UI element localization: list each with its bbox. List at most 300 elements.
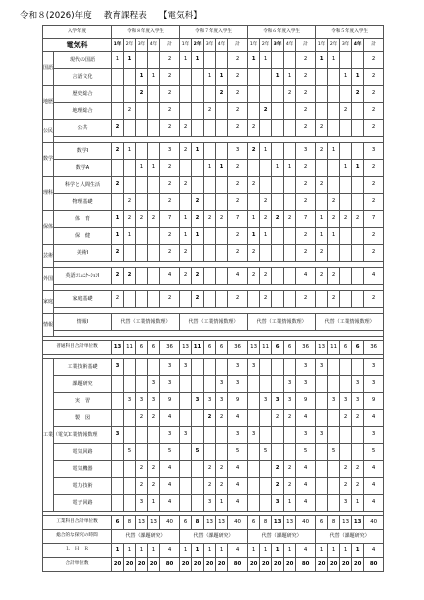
credit-cell — [136, 103, 148, 120]
credit-cell: 1 — [328, 52, 340, 69]
credit-cell: 2 — [160, 103, 180, 120]
substitution-note: 代替（課題研究） — [112, 530, 180, 544]
credit-cell: 3 — [352, 393, 364, 410]
credit-cell — [136, 268, 148, 285]
credit-cell: 3 — [340, 393, 352, 410]
credit-cell — [204, 194, 216, 211]
credit-cell: 20 — [340, 558, 352, 572]
credit-cell: 2 — [180, 143, 192, 160]
credit-cell — [180, 393, 192, 410]
credit-cell — [216, 177, 228, 194]
credit-cell: 3 — [228, 376, 248, 393]
credit-cell: 3 — [316, 359, 328, 376]
credit-cell: 1 — [124, 143, 136, 160]
industry-subtotal-label: 工業科目合計単位数 — [43, 516, 112, 530]
credit-cell — [328, 160, 340, 177]
credit-cell: 2 — [260, 268, 272, 285]
subject-name: 数学A — [54, 160, 112, 177]
credit-cell: 3 — [148, 376, 160, 393]
credit-cell — [148, 120, 160, 137]
credit-cell: 13 — [136, 516, 148, 530]
credit-cell: 2 — [328, 291, 340, 308]
credit-cell: 2 — [340, 103, 352, 120]
credit-cell — [352, 228, 364, 245]
credit-cell — [352, 177, 364, 194]
credit-cell — [272, 52, 284, 69]
credit-cell: 2 — [364, 291, 384, 308]
credit-cell — [112, 478, 124, 495]
credit-cell — [124, 120, 136, 137]
credit-cell: 20 — [148, 558, 160, 572]
credit-cell — [124, 461, 136, 478]
credit-cell — [136, 177, 148, 194]
credit-cell: 1 — [316, 52, 328, 69]
credit-cell: 3 — [296, 376, 316, 393]
credit-cell: 8 — [328, 516, 340, 530]
credit-cell — [148, 427, 160, 444]
credit-cell: 9 — [228, 393, 248, 410]
credit-cell: 5 — [124, 444, 136, 461]
credit-cell: 2 — [352, 86, 364, 103]
credit-cell — [248, 393, 260, 410]
credit-cell: 2 — [248, 143, 260, 160]
credit-cell: 2 — [296, 291, 316, 308]
credit-cell — [216, 245, 228, 262]
credit-cell: 4 — [364, 410, 384, 427]
credit-cell — [148, 291, 160, 308]
credit-cell — [340, 194, 352, 211]
credit-cell — [148, 228, 160, 245]
credit-cell: 80 — [228, 558, 248, 572]
credit-cell — [204, 427, 216, 444]
subject-category: 国語 — [43, 52, 54, 86]
substitution-note: 代替（工業情報数理） — [180, 314, 248, 331]
credit-cell: 2 — [296, 245, 316, 262]
credit-cell — [124, 359, 136, 376]
credit-cell: 3 — [328, 393, 340, 410]
credit-cell: 1 — [272, 69, 284, 86]
credit-cell — [192, 177, 204, 194]
credit-cell — [204, 52, 216, 69]
credit-cell: 2 — [160, 194, 180, 211]
credit-cell: 40 — [296, 516, 316, 530]
credit-cell: 2 — [216, 478, 228, 495]
credit-cell: 5 — [228, 444, 248, 461]
credit-cell: 1 — [180, 228, 192, 245]
credit-cell: 3 — [364, 427, 384, 444]
credit-cell — [316, 86, 328, 103]
credit-cell — [216, 143, 228, 160]
credit-cell: 3 — [248, 427, 260, 444]
credit-cell — [112, 376, 124, 393]
credit-cell — [328, 427, 340, 444]
subject-category: 保体 — [43, 211, 54, 245]
credit-cell — [272, 291, 284, 308]
year-header: 1年 — [112, 39, 124, 52]
credit-cell: 1 — [328, 143, 340, 160]
credit-cell: 1 — [112, 228, 124, 245]
credit-cell — [272, 194, 284, 211]
credit-cell: 2 — [316, 268, 328, 285]
credit-cell: 3 — [180, 427, 192, 444]
credit-cell: 2 — [340, 410, 352, 427]
credit-cell: 3 — [160, 359, 180, 376]
credit-cell: 1 — [148, 544, 160, 558]
credit-cell — [124, 160, 136, 177]
year-header: 3年 — [204, 39, 216, 52]
credit-cell: 2 — [160, 228, 180, 245]
credit-cell — [284, 143, 296, 160]
credit-cell: 1 — [148, 69, 160, 86]
credit-cell — [340, 143, 352, 160]
credit-cell — [352, 427, 364, 444]
credit-cell: 1 — [352, 544, 364, 558]
credit-cell: 3 — [216, 393, 228, 410]
credit-cell: 1 — [316, 544, 328, 558]
subject-name: 歴史総合 — [54, 86, 112, 103]
credit-cell: 4 — [296, 461, 316, 478]
credit-cell — [192, 69, 204, 86]
credit-cell: 1 — [272, 160, 284, 177]
credit-cell — [148, 359, 160, 376]
credit-cell: 13 — [340, 516, 352, 530]
subject-name: 実 習 — [54, 393, 112, 410]
credit-cell — [316, 69, 328, 86]
credit-cell — [328, 103, 340, 120]
credit-cell: 2 — [296, 69, 316, 86]
substitution-note: 代替（課題研究） — [180, 530, 248, 544]
credit-cell: 4 — [160, 268, 180, 285]
credit-cell: 2 — [316, 245, 328, 262]
credit-cell: 2 — [284, 86, 296, 103]
credit-cell: 13 — [248, 341, 260, 355]
credit-cell: 1 — [124, 544, 136, 558]
credit-cell: 13 — [180, 341, 192, 355]
credit-cell: 3 — [136, 495, 148, 512]
credit-cell — [112, 86, 124, 103]
credit-cell — [192, 245, 204, 262]
credit-cell: 2 — [284, 211, 296, 228]
credit-cell — [316, 291, 328, 308]
credit-cell: 3 — [284, 376, 296, 393]
credit-cell: 5 — [296, 444, 316, 461]
credit-cell: 13 — [216, 516, 228, 530]
credit-cell: 1 — [148, 495, 160, 512]
credit-cell: 5 — [192, 444, 204, 461]
credit-cell: 4 — [228, 410, 248, 427]
credit-cell — [180, 444, 192, 461]
credit-cell — [328, 461, 340, 478]
credit-cell: 36 — [160, 341, 180, 355]
credit-cell — [340, 291, 352, 308]
credit-cell: 2 — [364, 228, 384, 245]
credit-cell: 1 — [136, 69, 148, 86]
credit-cell: 3 — [248, 359, 260, 376]
credit-cell: 4 — [228, 268, 248, 285]
credit-cell — [136, 228, 148, 245]
credit-cell: 40 — [364, 516, 384, 530]
year-header: 4年 — [148, 39, 160, 52]
credit-cell: 9 — [296, 393, 316, 410]
credit-cell — [260, 177, 272, 194]
subject-name: 言語文化 — [54, 69, 112, 86]
credit-cell: 2 — [248, 268, 260, 285]
credit-cell — [352, 268, 364, 285]
credit-cell — [316, 461, 328, 478]
credit-cell — [216, 359, 228, 376]
credit-cell: 1 — [260, 228, 272, 245]
credit-cell — [148, 194, 160, 211]
credit-cell: 3 — [364, 359, 384, 376]
credit-cell — [180, 495, 192, 512]
credit-cell: 2 — [228, 86, 248, 103]
credit-cell: 40 — [160, 516, 180, 530]
credit-cell: 2 — [228, 103, 248, 120]
credit-cell — [248, 194, 260, 211]
credit-cell: 1 — [192, 52, 204, 69]
substitution-note: 代替（工業情報数理） — [112, 314, 180, 331]
credit-cell: 2 — [124, 211, 136, 228]
year-header: 計 — [160, 39, 180, 52]
credit-cell: 20 — [272, 558, 284, 572]
year-header: 4年 — [352, 39, 364, 52]
credit-cell: 2 — [148, 211, 160, 228]
credit-cell — [136, 120, 148, 137]
credit-cell — [272, 376, 284, 393]
subject-category: 家庭 — [43, 291, 54, 314]
credit-cell — [136, 427, 148, 444]
credit-cell: 1 — [216, 495, 228, 512]
credit-cell: 36 — [228, 341, 248, 355]
credit-cell — [316, 160, 328, 177]
credit-cell — [204, 86, 216, 103]
credit-cell — [284, 444, 296, 461]
credit-cell: 1 — [284, 544, 296, 558]
credit-cell: 2 — [296, 194, 316, 211]
credit-cell — [340, 376, 352, 393]
subject-name: 現代の国語 — [54, 52, 112, 69]
credit-cell — [328, 495, 340, 512]
credit-cell — [316, 376, 328, 393]
credit-cell: 3 — [112, 427, 124, 444]
credit-cell — [340, 86, 352, 103]
credit-cell — [340, 359, 352, 376]
credit-cell: 13 — [352, 516, 364, 530]
credit-cell: 1 — [260, 52, 272, 69]
credit-cell: 2 — [160, 120, 180, 137]
credit-cell — [284, 194, 296, 211]
credit-cell: 1 — [180, 544, 192, 558]
credit-cell — [180, 410, 192, 427]
credit-cell: 20 — [284, 558, 296, 572]
credit-cell — [352, 444, 364, 461]
credit-cell — [328, 410, 340, 427]
credit-cell: 3 — [296, 359, 316, 376]
credit-cell — [192, 461, 204, 478]
credit-cell: 1 — [204, 69, 216, 86]
credit-cell — [204, 177, 216, 194]
credit-cell: 2 — [296, 177, 316, 194]
credit-cell — [192, 376, 204, 393]
credit-cell: 4 — [296, 478, 316, 495]
credit-cell — [136, 376, 148, 393]
credit-cell — [284, 245, 296, 262]
credit-cell: 1 — [248, 544, 260, 558]
credit-cell — [272, 427, 284, 444]
credit-cell: 6 — [204, 341, 216, 355]
credit-cell: 2 — [260, 194, 272, 211]
credit-cell: 2 — [204, 410, 216, 427]
credit-cell: 2 — [328, 194, 340, 211]
credit-cell — [216, 120, 228, 137]
credit-cell — [148, 52, 160, 69]
credit-cell: 9 — [364, 393, 384, 410]
credit-cell: 13 — [148, 516, 160, 530]
credit-cell: 2 — [296, 160, 316, 177]
credit-cell — [328, 177, 340, 194]
department-name: 電気科 — [43, 39, 112, 52]
credit-cell: 2 — [204, 211, 216, 228]
credit-cell — [124, 291, 136, 308]
cohort-header: 令和８年度入学生 — [112, 26, 180, 39]
credit-cell: 36 — [296, 341, 316, 355]
credit-cell — [248, 461, 260, 478]
credit-cell — [260, 478, 272, 495]
credit-cell: 2 — [248, 177, 260, 194]
credit-cell: 2 — [340, 211, 352, 228]
credit-cell — [180, 478, 192, 495]
credit-cell: 20 — [192, 558, 204, 572]
credit-cell — [204, 444, 216, 461]
year-header: 計 — [364, 39, 384, 52]
credit-cell: 2 — [160, 245, 180, 262]
credit-cell: 2 — [216, 410, 228, 427]
year-header: 4年 — [216, 39, 228, 52]
credit-cell — [148, 103, 160, 120]
credit-cell: 1 — [124, 228, 136, 245]
credit-cell — [180, 461, 192, 478]
substitution-note: 代替（課題研究） — [316, 530, 384, 544]
credit-cell — [124, 410, 136, 427]
credit-cell — [112, 461, 124, 478]
credit-cell: 4 — [296, 410, 316, 427]
credit-cell — [204, 376, 216, 393]
credit-cell — [328, 120, 340, 137]
credit-cell: 2 — [272, 211, 284, 228]
year-header: 1年 — [248, 39, 260, 52]
credit-cell: 4 — [228, 544, 248, 558]
credit-cell — [352, 359, 364, 376]
subject-name: 物理基礎 — [54, 194, 112, 211]
credit-cell — [192, 103, 204, 120]
subject-name: 家庭基礎 — [54, 291, 112, 308]
credit-cell — [180, 69, 192, 86]
credit-cell — [260, 359, 272, 376]
credit-cell — [148, 177, 160, 194]
credit-cell: 2 — [272, 410, 284, 427]
credit-cell — [216, 194, 228, 211]
credit-cell: 2 — [352, 461, 364, 478]
credit-cell — [248, 86, 260, 103]
credit-cell: 2 — [364, 52, 384, 69]
credit-cell — [340, 245, 352, 262]
subject-name: 体 育 — [54, 211, 112, 228]
credit-cell — [272, 359, 284, 376]
credit-cell: 80 — [296, 558, 316, 572]
cohort-header: 令和７年度入学生 — [180, 26, 248, 39]
credit-cell: 2 — [228, 69, 248, 86]
credit-cell — [248, 444, 260, 461]
subject-name: 電気回路 — [54, 444, 112, 461]
credit-cell: 6 — [284, 341, 296, 355]
subject-category: 芸術 — [43, 245, 54, 268]
credit-cell: 6 — [352, 341, 364, 355]
year-header: 3年 — [272, 39, 284, 52]
credit-cell — [192, 120, 204, 137]
page-title — [20, 9, 214, 21]
credit-cell — [180, 160, 192, 177]
credit-cell — [216, 268, 228, 285]
credit-cell: 8 — [192, 516, 204, 530]
credit-cell: 2 — [216, 461, 228, 478]
credit-cell — [204, 291, 216, 308]
subject-name: 製 図 — [54, 410, 112, 427]
credit-cell: 3 — [160, 427, 180, 444]
credit-cell: 3 — [148, 393, 160, 410]
credit-cell: 3 — [364, 376, 384, 393]
credit-cell — [180, 86, 192, 103]
credit-cell — [136, 194, 148, 211]
credit-cell: 20 — [216, 558, 228, 572]
credit-cell: 2 — [248, 120, 260, 137]
credit-cell: 4 — [228, 461, 248, 478]
credit-cell: 3 — [284, 393, 296, 410]
credit-cell — [192, 359, 204, 376]
credit-cell — [216, 291, 228, 308]
title-era: 令和８(2026)年度 — [20, 11, 92, 21]
credit-cell: 2 — [284, 410, 296, 427]
credit-cell — [124, 376, 136, 393]
credit-cell: 20 — [136, 558, 148, 572]
credit-cell — [112, 103, 124, 120]
credit-cell: 2 — [364, 177, 384, 194]
credit-cell: 3 — [316, 427, 328, 444]
credit-cell — [340, 228, 352, 245]
credit-cell: 3 — [112, 359, 124, 376]
year-header: 計 — [296, 39, 316, 52]
subject-name: 工業技術基礎 — [54, 359, 112, 376]
credit-cell: 1 — [204, 160, 216, 177]
credit-cell — [192, 160, 204, 177]
credit-cell: 3 — [228, 359, 248, 376]
credit-cell — [340, 52, 352, 69]
credit-cell — [316, 478, 328, 495]
credit-cell: 1 — [148, 160, 160, 177]
credit-cell: 2 — [192, 194, 204, 211]
credit-cell — [260, 245, 272, 262]
credit-cell: 6 — [148, 341, 160, 355]
credit-cell: 1 — [248, 228, 260, 245]
credit-cell — [204, 268, 216, 285]
credit-cell — [284, 291, 296, 308]
credit-cell — [204, 120, 216, 137]
credit-cell — [248, 478, 260, 495]
subject-name: 工業情報数理 — [54, 427, 112, 444]
credit-cell: 2 — [112, 177, 124, 194]
credit-cell: 5 — [328, 444, 340, 461]
credit-cell: 2 — [364, 245, 384, 262]
credit-cell — [216, 427, 228, 444]
